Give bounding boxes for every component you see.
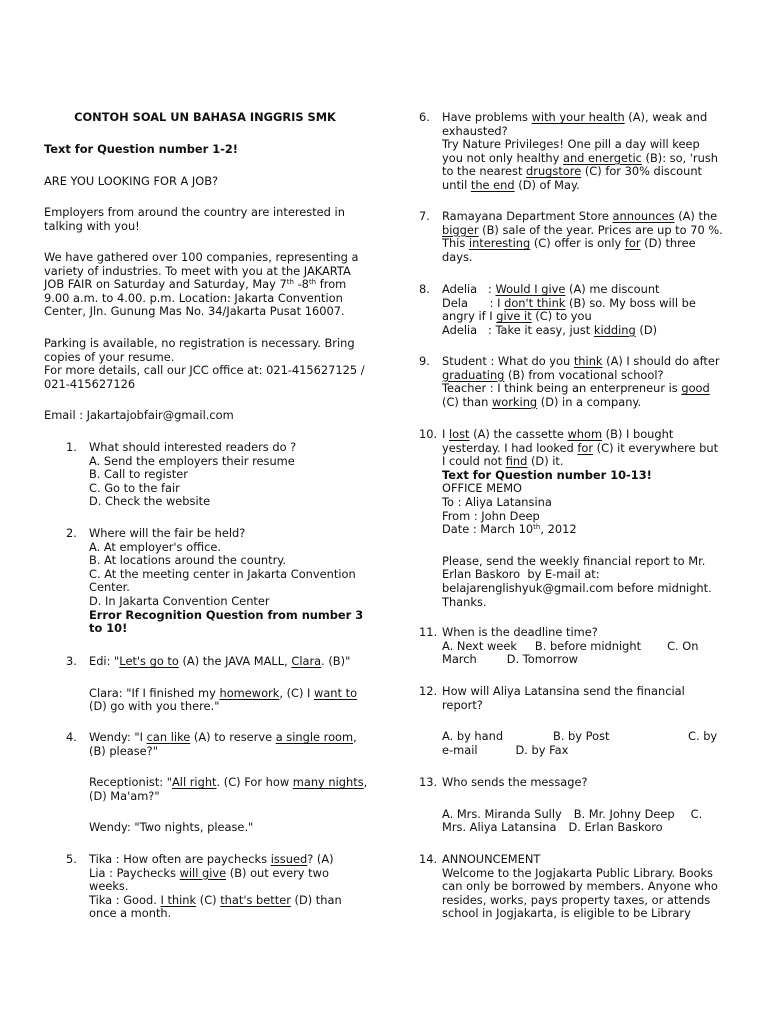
question-number: 13. (419, 775, 438, 789)
option-b: B. Mr. Johny Deep (573, 806, 675, 821)
passage-heading: ARE YOU LOOKING FOR A JOB? (44, 174, 219, 188)
announcement-title: ANNOUNCEMENT (442, 852, 541, 866)
option-c: C. On (667, 638, 699, 653)
passage-paragraph-2: We have gathered over 100 companies, representing a variety of industries. To meet with you at the JAKARTA JOB FAIR on Saturday and Saturday, May 7th -8th from 9.00 a.m. to 4.00. p.m. Location: Jakarta Convention Center, Jln. Gunung Mas No. 34/Jakarta Pusat 16007. (44, 250, 359, 319)
option-a: A. Send the employers their resume (89, 453, 295, 468)
question-number: 3. (66, 654, 77, 668)
memo-body: Please, send the weekly financial report to Mr. (442, 553, 706, 568)
option-c: C. by (688, 729, 718, 744)
dialogue-line: Wendy: "I can like (A) to reserve a single room, (89, 730, 357, 744)
question-number: 1. (66, 440, 77, 454)
option-b: B. by Post (553, 729, 610, 744)
question-number: 8. (419, 282, 430, 296)
option-b: B. Call to register (89, 467, 188, 482)
option-d: D. In Jakarta Convention Center (89, 593, 270, 608)
passage-paragraph-3: Parking is available, no registration is necessary. Bring copies of your resume. For more details, call our JCC office at: 021-415627125 / 021-415627126 (44, 336, 365, 391)
question-stem: What should interested readers do ? (89, 440, 297, 454)
memo-date: Date : March 10th, 2012 (442, 522, 577, 537)
question-number: 12. (419, 684, 438, 698)
option-a: A. At employer's office. (89, 539, 221, 554)
question-stem: Who sends the message? (442, 775, 588, 789)
question-stem: How will Aliya Latansina send the financial (442, 684, 685, 698)
dialogue-line: Clara: "If I finished my homework, (C) I want to (89, 685, 358, 700)
option-d: D. Check the website (89, 494, 211, 509)
dialogue-line: Edi: "Let's go to (A) the JAVA MALL, Clara. (B)" (89, 654, 351, 668)
section-heading-3-10: Error Recognition Question from number 3 (89, 607, 364, 622)
option-a: A. by hand (442, 729, 504, 744)
section-heading-1-2: Text for Question number 1-2! (44, 142, 238, 156)
question-number: 11. (419, 625, 438, 639)
option-d: D. Tomorrow (506, 652, 579, 667)
option-c: C. Go to the fair (89, 480, 180, 495)
dialogue-line: Lia : Paychecks will give (B) out every two (89, 865, 329, 880)
dialogue-line: Tika : How often are paychecks issued? (A) (89, 852, 334, 866)
memo-from: From : John Deep (442, 508, 540, 523)
option-d: D. by Fax (515, 743, 569, 758)
option-a: A. Mrs. Miranda Sully (442, 806, 562, 821)
document-title: CONTOH SOAL UN BAHASA INGGRIS SMK (74, 110, 336, 124)
section-heading-10-13: Text for Question number 10-13! (442, 467, 652, 482)
question-number: 7. (419, 209, 430, 223)
question-stem: When is the deadline time? (442, 625, 598, 639)
question-number: 2. (66, 526, 77, 540)
option-a: A. Next week (442, 638, 517, 653)
question-number: 5. (66, 852, 77, 866)
passage-email: Email : Jakartajobfair@gmail.com (44, 408, 234, 422)
question-number: 10. (419, 427, 438, 441)
option-c: C. (690, 806, 703, 821)
dialogue-line: Receptionist: "All right. (C) For how many nights, (89, 775, 368, 790)
passage-paragraph-1: Employers from around the country are interested in talking with you! (44, 205, 345, 233)
dialogue-line: Wendy: "Two nights, please." (89, 820, 254, 835)
option-b: B. before midnight (534, 638, 642, 653)
question-number: 4. (66, 730, 77, 744)
dialogue-line: Tika : Good. I think (C) that's better (D) than (89, 892, 342, 907)
question-number: 9. (419, 354, 430, 368)
question-number: 14. (419, 852, 438, 866)
option-b: B. At locations around the country. (89, 553, 287, 568)
memo-title: OFFICE MEMO (442, 481, 523, 496)
option-c: C. At the meeting center in Jakarta Convention (89, 566, 356, 581)
question-number: 6. (419, 110, 430, 124)
question-stem: Where will the fair be held? (89, 526, 246, 540)
option-d: D. Erlan Baskoro (568, 820, 663, 835)
memo-to: To : Aliya Latansina (442, 494, 552, 509)
